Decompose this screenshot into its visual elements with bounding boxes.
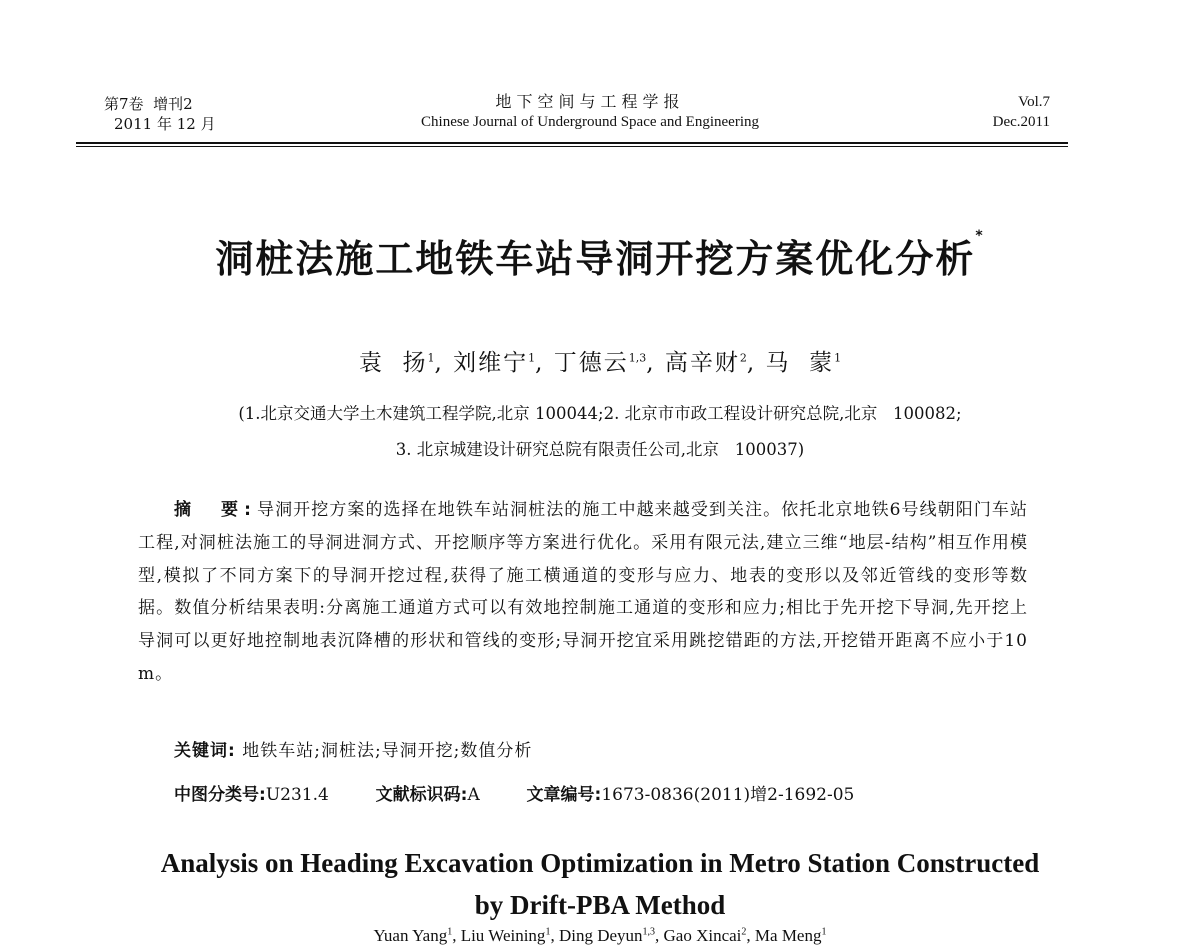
date-cn: 2011 年 12 月 (114, 115, 216, 133)
abstract (138, 494, 1028, 691)
author-en: Yuan Yang$^1$, (373, 926, 457, 945)
header-center (380, 92, 800, 132)
doc-code-value: A (467, 785, 480, 805)
author-cn: 袁 扬$^1$, (358, 350, 444, 376)
title-cn-text: 洞桩法施工地铁车站导洞开挖方案优化分析 (215, 237, 976, 281)
author-cn: 丁德云$^{1,3}$, (553, 350, 656, 376)
header-rule-thin (76, 146, 1068, 147)
affiliation-line-1: (1.北京交通大学土木建筑工程学院,北京 100044;2. 北京市市政工程设计研究总院,北京 100082; (238, 404, 962, 423)
classification-line (174, 780, 854, 805)
author-en: Gao Xincai$^2$, (663, 926, 751, 945)
clc-value: U231.4 (265, 785, 329, 805)
header-left (104, 94, 216, 134)
header-right (993, 92, 1050, 132)
volume-issue: 第7卷 增刊2 (104, 95, 193, 113)
abstract-text: 导洞开挖方案的选择在地铁车站洞桩法的施工中越来越受到关注。依托北京地铁6号线朝阳门车站工程,对洞桩法施工的导洞进洞方式、开挖顺序等方案进行优化。采用有限元法,建立三维“地层-结构”相互作用模型,模拟了不同方案下的导洞开挖过程,获得了施工横通道的变形与应力、地表的变形以及邻近管线的变形等数据。数值分析结果表明:分离施工通道方式可以有效地控制施工通道的变形和应力;相比于先开挖下导洞,先开挖上导洞可以更好地控制地表沉降槽的形状和管线的变形;导洞开挖宜采用跳挖错距的方法,开挖错开距离不应小于10 m。 (138, 500, 1028, 684)
title-en-line-2: by Drift-PBA Method (474, 890, 726, 920)
affiliation-line-2: 3. 北京城建设计研究总院有限责任公司,北京 100037) (395, 440, 805, 459)
keywords (174, 736, 532, 761)
authors-en (60, 926, 1140, 946)
article-number-label: 文章编号: (526, 785, 602, 805)
author-en: Ding Deyun$^{1,3}$, (558, 926, 660, 945)
author-cn: 马 蒙$^1$ (765, 350, 842, 376)
abstract-label: 摘 要: (174, 500, 257, 520)
author-en: Liu Weining$^1$, (460, 926, 555, 945)
volume-en: Vol.7 (1018, 94, 1050, 110)
paper-title-en (60, 842, 1140, 926)
authors-cn (60, 344, 1140, 377)
keywords-text: 地铁车站;洞桩法;导洞开挖;数值分析 (235, 741, 533, 761)
article-number-value: 1673-0836(2011)增2-1692-05 (601, 785, 855, 805)
author-cn: 刘维宁$^1$, (453, 350, 545, 376)
author-en: Ma Meng$^1$ (754, 926, 827, 945)
title-en-line-1: Analysis on Heading Excavation Optimization in Metro Station Constructed (160, 848, 1040, 878)
date-en: Dec.2011 (992, 114, 1050, 130)
header-rule-thick (76, 142, 1068, 144)
author-cn: 高辛财$^2$, (664, 350, 757, 376)
paper-title-cn (60, 228, 1140, 283)
journal-title-en: Chinese Journal of Underground Space and Engineering (421, 114, 759, 130)
journal-title-cn: 地下空间与工程学报 (495, 92, 685, 111)
clc-label: 中图分类号: (174, 785, 266, 805)
doc-code-label: 文献标识码: (375, 785, 468, 805)
title-footnote-mark: * (975, 228, 985, 244)
keywords-label: 关键词: (174, 741, 236, 761)
